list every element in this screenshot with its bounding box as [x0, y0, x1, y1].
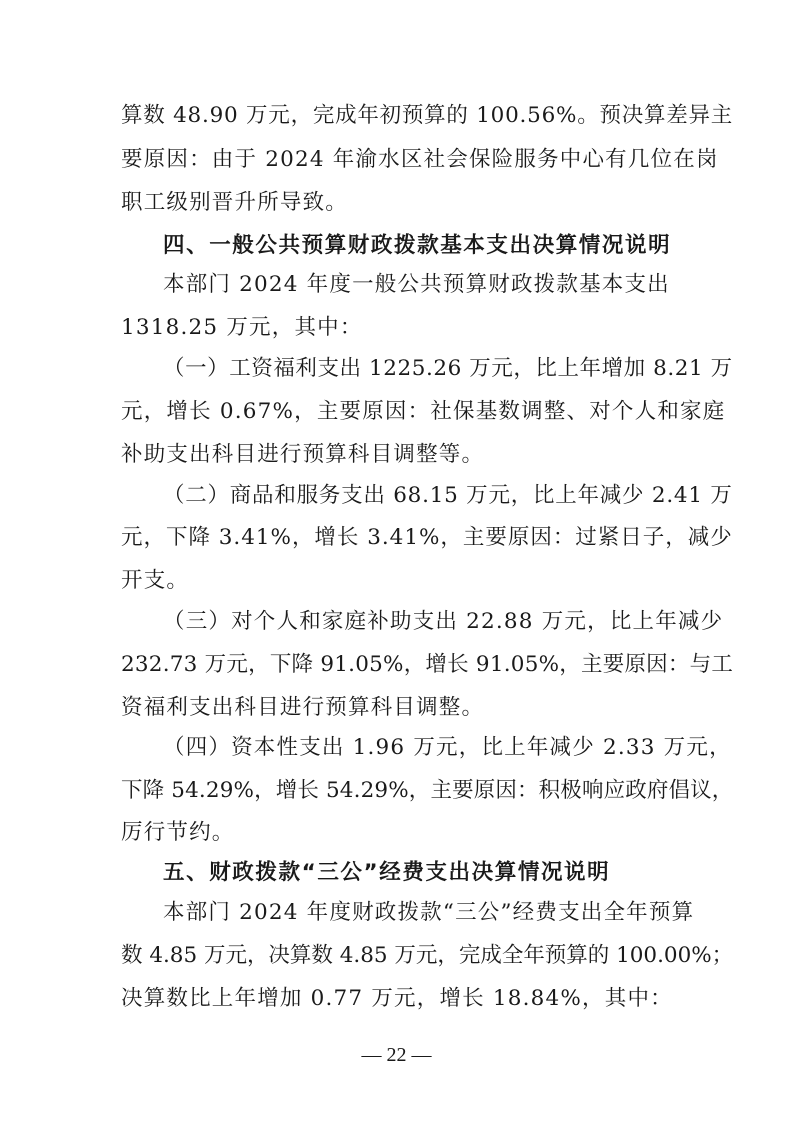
paragraph-line: 决算数比上年增加 0.77 万元，增长 18.84%，其中：: [121, 986, 673, 1011]
paragraph-line: 数 4.85 万元，决算数 4.85 万元，完成全年预算的 100.00%；: [121, 943, 734, 968]
paragraph-line: 1318.25 万元，其中：: [121, 315, 363, 340]
paragraph-line: 资福利支出科目进行预算科目调整。: [121, 695, 485, 720]
section-heading: 四、一般公共预算财政拨款基本支出决算情况说明: [163, 233, 672, 258]
paragraph-line: 职工级别晋升所导致。: [121, 190, 349, 215]
paragraph-line: （一）工资福利支出 1225.26 万元，比上年增加 8.21 万: [163, 356, 733, 381]
paragraph-line: 厉行节约。: [121, 820, 235, 845]
paragraph-line: 要原因：由于 2024 年渝水区社会保险服务中心有几位在岗: [121, 147, 719, 172]
paragraph-line: 本部门 2024 年度一般公共预算财政拨款基本支出: [163, 272, 670, 297]
paragraph-line: （四）资本性支出 1.96 万元，比上年减少 2.33 万元，: [163, 735, 732, 760]
paragraph-line: （二）商品和服务支出 68.15 万元，比上年减少 2.41 万: [163, 483, 733, 508]
paragraph-line: 算数 48.90 万元，完成年初预算的 100.56%。预决算差异主: [121, 103, 734, 128]
paragraph-line: 232.73 万元，下降 91.05%，增长 91.05%，主要原因：与工: [121, 652, 734, 677]
paragraph-line: 下降 54.29%，增长 54.29%，主要原因：积极响应政府倡议，: [121, 778, 734, 803]
paragraph-line: 本部门 2024 年度财政拨款“三公”经费支出全年预算: [163, 900, 695, 925]
paragraph-line: 元，增长 0.67%，主要原因：社保基数调整、对个人和家庭: [121, 399, 726, 424]
section-heading: 五、财政拨款“三公”经费支出决算情况说明: [163, 860, 611, 885]
page-number: — 22 —: [361, 1044, 432, 1066]
paragraph-line: 补助支出科目进行预算科目调整等。: [121, 442, 485, 467]
paragraph-line: 开支。: [121, 568, 190, 593]
paragraph-line: （三）对个人和家庭补助支出 22.88 万元，比上年减少: [163, 609, 724, 634]
paragraph-line: 元，下降 3.41%，增长 3.41%，主要原因：过紧日子，减少: [121, 525, 733, 550]
